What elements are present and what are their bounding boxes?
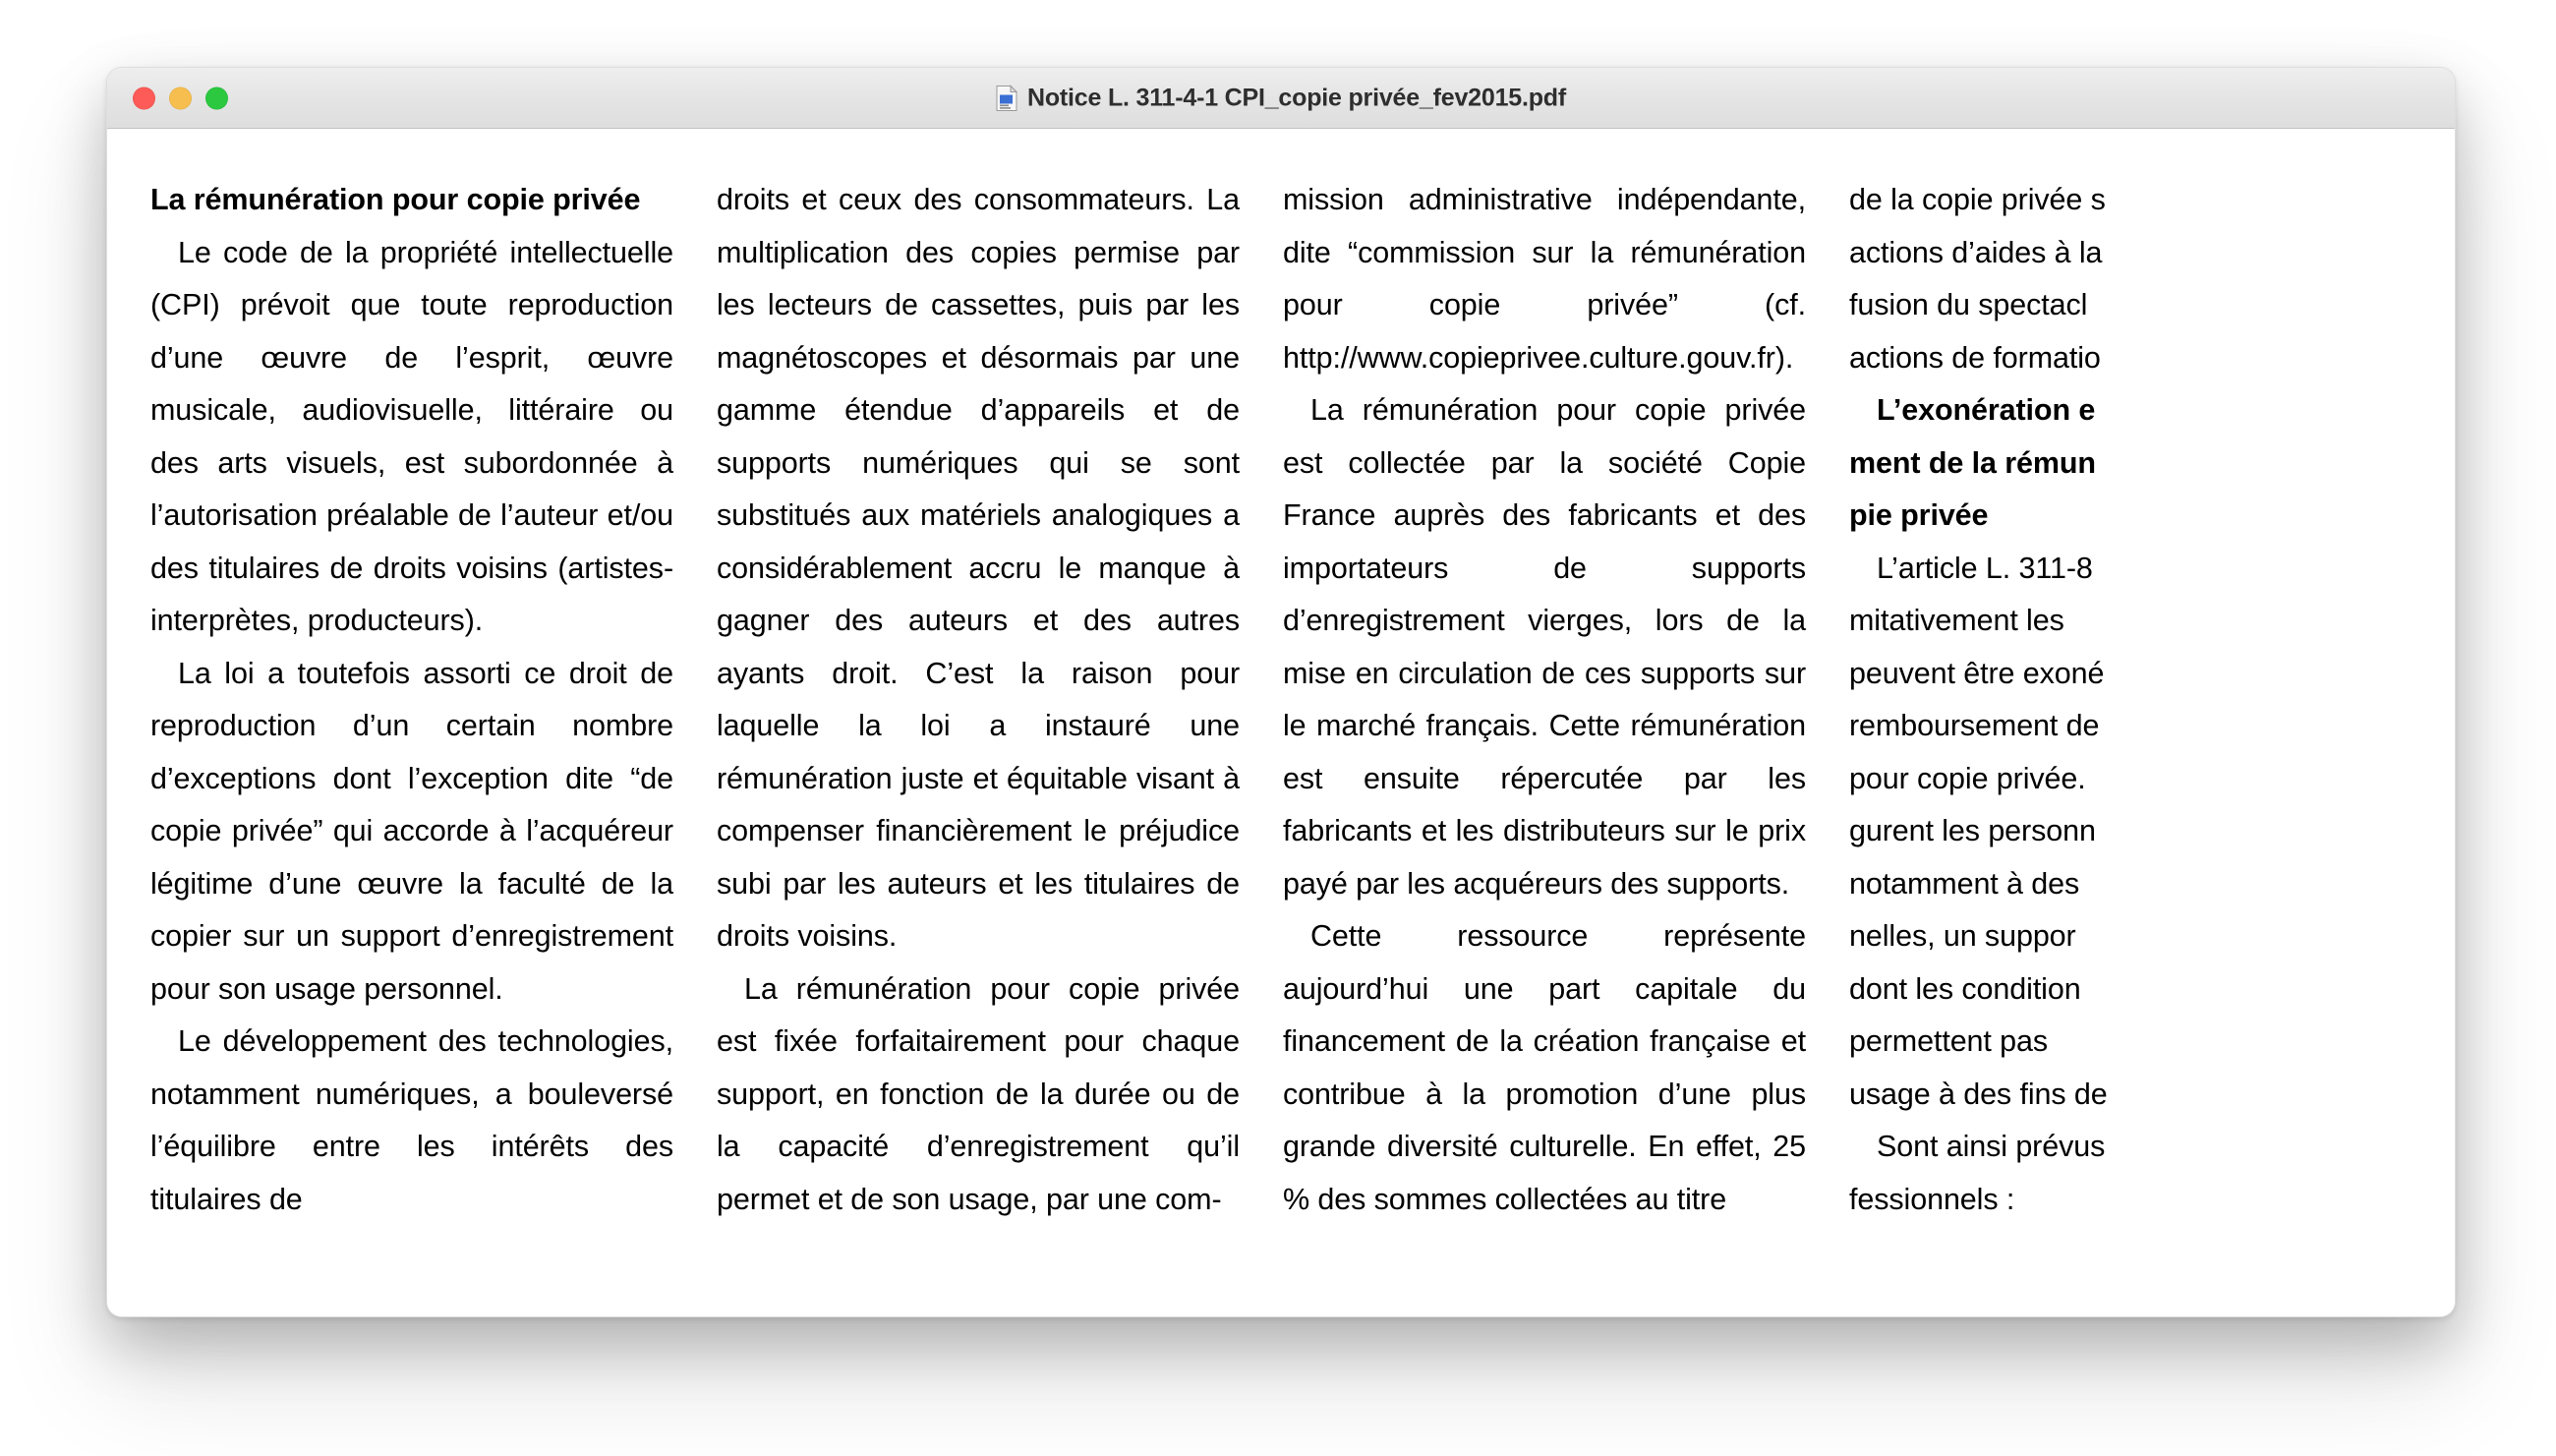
clipped-line: pour copie privée. [1849,761,2086,795]
text-column-3 [1261,174,1828,1316]
paragraph: La loi a toutefois assorti ce droit de reproduction d’un certain nombre d’exceptions dont l’exception dite “de copie privée” qui accorde à l’acquéreur légitime d’une œuvre la faculté de la copier sur un support d’enregistrement pour son usage personnel. [150,656,673,1006]
clipped-line: fusion du spectacl [1849,288,2088,321]
clipped-line: de la copie privée s [1849,183,2106,216]
clipped-line: gurent les personn [1849,814,2096,847]
paragraph: mission administrative indépendante, dite “commission sur la rémunération pour copie privée” (cf. http://www.copieprivee.culture.gouv.fr). [1283,183,1806,375]
subheading-line: L’exonération e [1877,393,2096,427]
clipped-line: remboursement de [1849,709,2100,742]
clipped-line: notamment à des [1849,866,2080,901]
paragraph: Le développement des technologies, notamment numériques, a bouleversé l’équilibre entre les intérêts des titulaires de [150,1024,673,1216]
clipped-line: peuvent être exoné [1849,656,2105,690]
window-titlebar[interactable] [107,68,2455,129]
pdf-page-canvas[interactable] [107,129,2455,1316]
clipped-line: fessionnels : [1849,1182,2015,1216]
clipped-line: dont les condition [1849,971,2081,1006]
window-title-group [107,84,2455,112]
paragraph: La rémunération pour copie privée est collectée par la société Copie France auprès des fabricants et des importateurs de supports d’enregistrement vierges, lors de la mise en circulation de ces supports sur le marché français. Cette rémunération est ensuite répercutée par les fabricants et les distributeurs sur le prix payé par les acquéreurs des supports. [1283,393,1806,901]
paragraph: Cette ressource représente aujourd’hui une part capitale du financement de la création française et contribue à la promotion d’une plus grande diversité culturelle. En effet, 25 % des sommes collectées au titre [1283,919,1806,1216]
clipped-line: actions d’aides à la [1849,235,2103,269]
subheading-line: pie privée [1849,498,1989,532]
pdf-page [107,129,2455,1316]
text-column-2 [695,174,1261,1316]
document-heading: La rémunération pour copie privée [150,183,641,216]
paragraph: Le code de la propriété intellectuelle (CPI) prévoit que toute reproduction d’une œuvre de l’esprit, œuvre musicale, audiovisuelle, littéraire ou des arts visuels, est subordonnée à l’autorisation préalable de l’auteur et/ou des titulaires de droits voisins (artistes-interprètes, producteurs). [150,235,673,637]
text-column-4-clipped [1828,174,2394,1316]
clipped-line: nelles, un suppor [1849,919,2076,953]
maximize-window-button[interactable] [205,87,228,109]
clipped-line: L’article L. 311-8 [1877,551,2093,585]
window-title: Notice L. 311-4-1 CPI_copie privée_fev2015.pdf [1027,84,1566,111]
subheading-line: ment de la rémun [1849,445,2096,480]
minimize-window-button[interactable] [169,87,192,109]
window-traffic-lights [133,87,228,109]
text-column-1 [129,174,695,1316]
paragraph: La rémunération pour copie privée est fixée forfaitairement pour chaque support, en fonction de la durée ou de la capacité d’enregistrement qu’il permet et de son usage, par une com- [717,971,1240,1216]
clipped-line: mitativement les [1849,604,2064,637]
clipped-line: usage à des fins de [1849,1077,2108,1111]
pdf-document-icon [996,85,1017,111]
clipped-line: permettent pas [1849,1024,2049,1058]
close-window-button[interactable] [133,87,155,109]
paragraph: droits et ceux des consommateurs. La multiplication des copies permise par les lecteurs de cassettes, puis par les magnétoscopes et désormais par une gamme étendue d’appareils et de supports numériques qui se sont substitués aux matériels analogiques a considérablement accru le manque à gagner des auteurs et des autres ayants droit. C’est la raison pour laquelle la loi a instauré une rémunération juste et équitable visant à compenser financièrement le préjudice subi par les auteurs et les titulaires de droits voisins. [717,183,1240,953]
clipped-line: actions de formatio [1849,340,2101,375]
clipped-line: Sont ainsi prévus [1877,1130,2106,1163]
pdf-preview-window [106,67,2456,1317]
